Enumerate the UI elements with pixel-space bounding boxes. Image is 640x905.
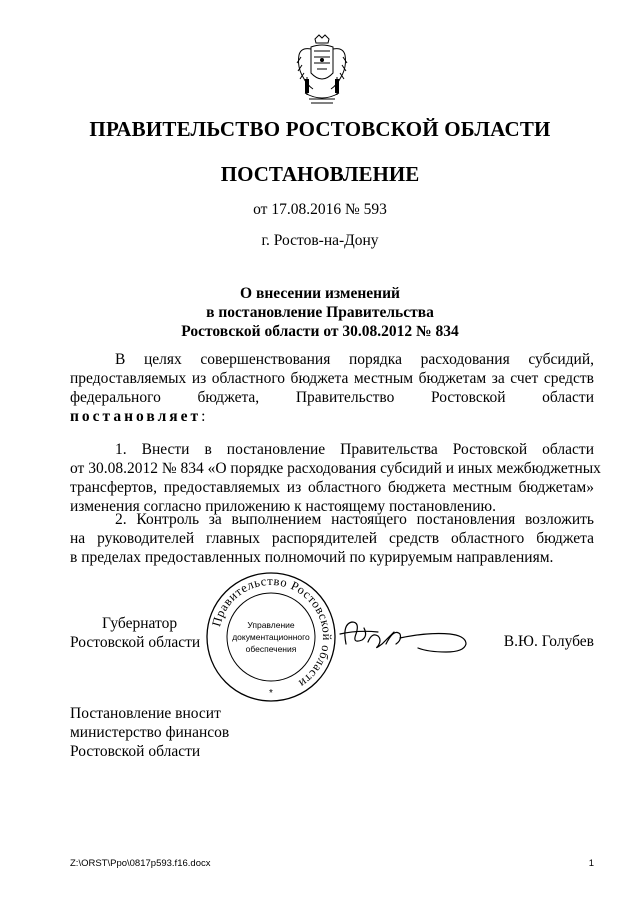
submitter-block [70,704,370,761]
submitter-line: Ростовской области [70,743,201,760]
footer-file-path: Z:\ORST\Ppo\0817p593.f16.docx [70,858,211,869]
subject-line: в постановление Правительства [206,304,434,321]
preamble-line: федерального бюджета, Правительство Ростовской области [70,389,594,406]
stamp-outer-text: Правительство Ростовской области [209,573,335,691]
subject-line: О внесении изменений [240,285,400,302]
stamp-inner-line: документационного [232,632,310,642]
item-1-line: изменения согласно приложению к настоящему постановлению. [70,498,496,515]
item-1-line: трансфертов, предоставляемых из областного бюджета местным бюджетам» [70,479,594,496]
item-2-line: в пределах предоставленных полномочий по курируемым направлениям. [70,549,554,566]
preamble-line: предоставляемых из областного бюджета местным бюджетам за счет средств [70,370,594,387]
preamble-line: В целях совершенствования порядка расходования субсидий, [115,351,594,368]
document-type: ПОСТАНОВЛЕНИЕ [220,162,420,186]
signer-title [70,614,220,652]
item-2-line: 2. Контроль за выполнением настоящего постановления возложить [115,511,594,528]
subject-line: Ростовской области от 30.08.2012 № 834 [181,323,459,340]
submitter-line: Постановление вносит [70,705,221,722]
preamble-decree-line [70,407,594,426]
item-1-line: от 30.08.2012 № 834 «О порядке расходования субсидий и иных межбюджетных [70,460,601,477]
decree-word: постановляет [70,408,202,425]
stamp-inner-line: Управление [247,620,295,630]
decree-colon: : [201,408,206,425]
signer-name: В.Ю. Голубев [503,633,594,650]
document-date-number: от 17.08.2016 № 593 [253,201,387,218]
submitter-line: министерство финансов [70,724,230,741]
item-1-paragraph [70,440,601,516]
item-1-line: 1. Внести в постановление Правительства Ростовской области [115,441,594,458]
handwritten-signature [338,614,478,658]
stamp-inner-line: обеспечения [245,644,297,654]
preamble-paragraph [70,350,594,426]
item-2-line: на руководителей главных распорядителей средств областного бюджета [70,530,594,547]
document-city: г. Ростов-на-Дону [261,232,379,249]
signer-position: Губернатор [102,615,178,632]
official-stamp [204,570,338,704]
item-2-paragraph [70,510,594,567]
coat-of-arms-icon [295,33,349,105]
organization-title: ПРАВИТЕЛЬСТВО РОСТОВСКОЙ ОБЛАСТИ [89,117,551,141]
document-subject [0,284,640,341]
signer-region: Ростовской области [70,634,201,651]
page-number: 1 [588,858,594,869]
stamp-star: * [269,688,273,699]
